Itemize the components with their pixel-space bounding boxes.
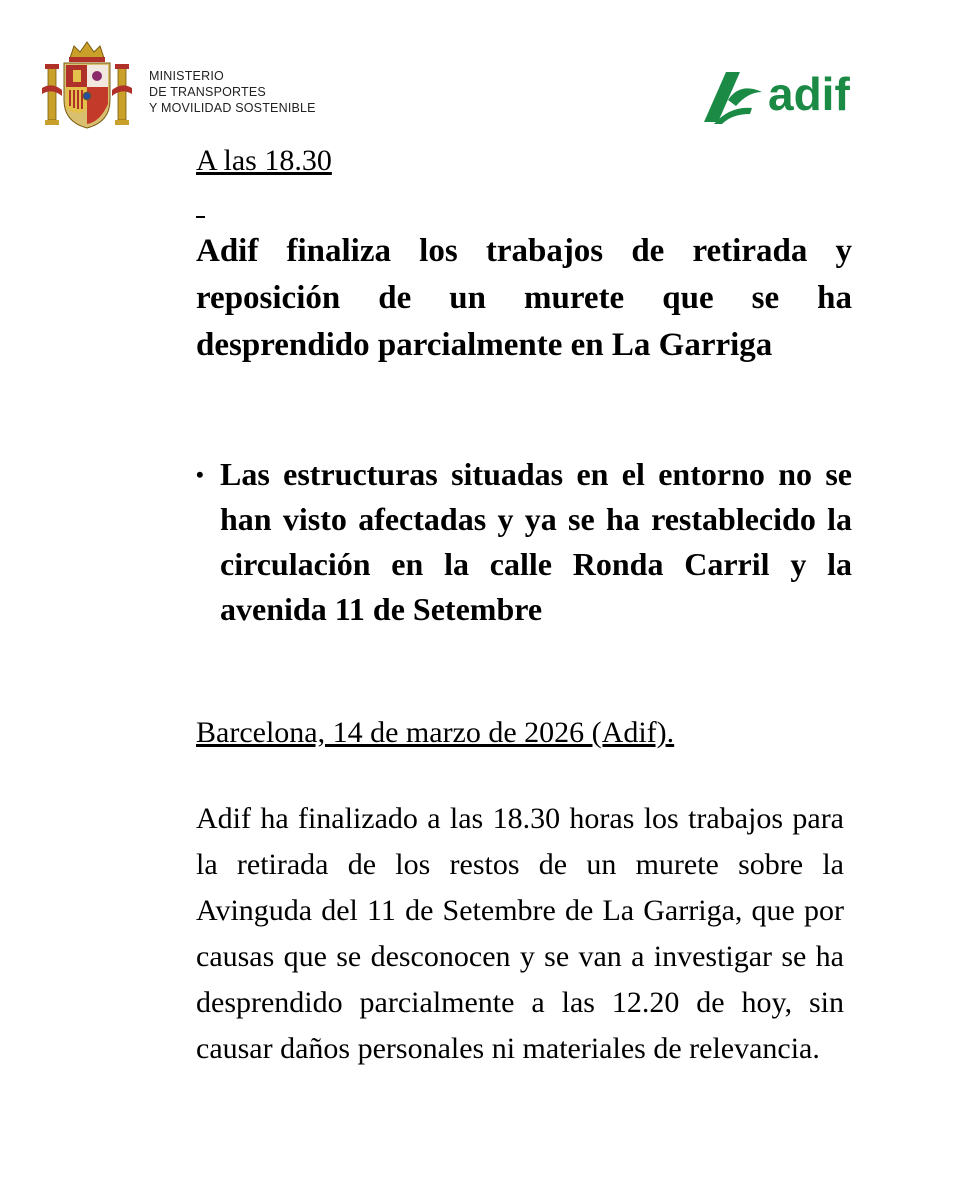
body-paragraph: Adif ha finalizado a las 18.30 horas los trabajos para la retirada de los restos de un murete sobre la Avinguda del 11 de Setembre de La Garriga, que por causas que se desconocen y se van a investigar se ha desprendido parcialmente a las 12.20 de hoy, sin causar daños personales ni materiales de relevancia. [196,802,844,1065]
adif-logo-text: adif [768,68,850,120]
bullet-text: Las estructuras situadas en el entorno no se han visto afectadas y ya se ha restablecido la circulación en la calle Ronda Carril y la avenida 11 de Setembre [220,456,852,627]
bullet-icon: • [196,462,204,487]
ministry-name [149,68,316,116]
headline: Adif finaliza los trabajos de retirada y reposición de un murete que se ha desprendido parcialmente en La Garriga [196,233,852,363]
dateline: Barcelona, 14 de marzo de 2026 (Adif). [196,716,675,749]
ministry-line-2: DE TRANSPORTES [149,85,266,99]
divider [196,216,205,218]
ministry-line-3: Y MOVILIDAD SOSTENIBLE [149,101,316,115]
spanish-coat-of-arms-icon [40,38,134,132]
letterhead [0,0,960,140]
ministry-line-1: MINISTERIO [149,69,224,83]
adif-logo [700,62,900,132]
release-time: A las 18.30 [196,144,332,177]
